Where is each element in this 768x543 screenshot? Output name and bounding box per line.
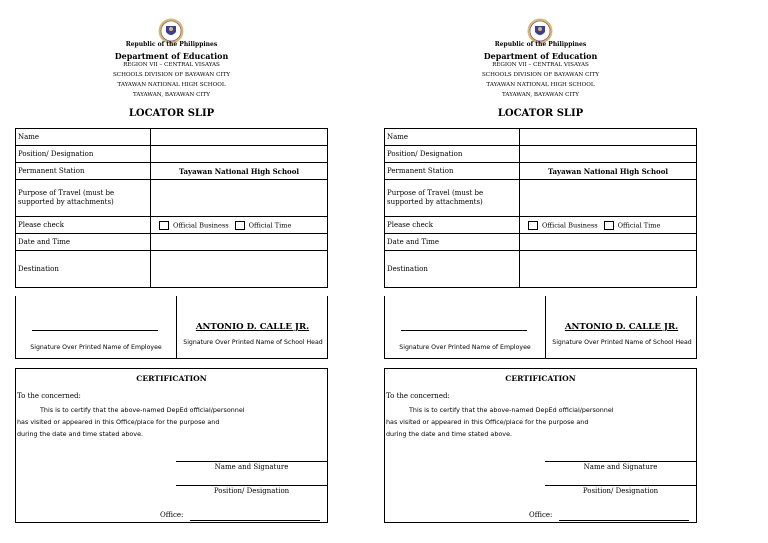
certification-salutation: To the concerned: [17,392,81,400]
row-name [16,129,328,146]
certification-line-3: during the date and time stated above. [386,430,513,438]
header-republic: Republic of the Philippines [494,41,587,48]
official-business-checkbox[interactable] [528,221,538,230]
school-head-name: ANTONIO D. CALLE JR. [195,322,310,332]
certification-line-3: during the date and time stated above. [17,430,144,438]
header-address: TAYAWAN, BAYAWAN CITY [501,92,579,98]
header-department: Department of Education [483,51,598,61]
purpose-label: Purpose of Travel (must be supported by attachments) [16,180,151,217]
school-head-name: ANTONIO D. CALLE JR. [564,322,679,332]
destination-label: Destination [16,251,151,288]
employee-signature-caption: Signature Over Printed Name of Employee [399,344,531,351]
position-field[interactable] [151,146,328,163]
certification-line-2: has visited or appeared in this Office/place for the purpose and [386,418,589,426]
official-business-checkbox[interactable] [159,221,169,230]
certifier-position-line[interactable] [176,485,327,486]
date-field[interactable] [151,234,328,251]
header-school: TAYAWAN NATIONAL HIGH SCHOOL [117,82,226,88]
office-label: Office: [529,511,553,519]
office-label: Office: [160,511,184,519]
office-line[interactable] [190,520,320,521]
position-label: Position/ Designation [385,146,520,163]
certifier-position-caption: Position/ Designation [582,487,659,495]
certifier-position-line[interactable] [545,485,696,486]
name-field[interactable] [151,129,328,146]
row-station [16,163,328,180]
date-label: Date and Time [16,234,151,251]
name-signature-line[interactable] [176,461,327,462]
header-department: Department of Education [114,51,229,61]
check-options [520,217,697,234]
official-time-checkbox[interactable] [604,221,614,230]
name-signature-caption: Name and Signature [583,463,658,471]
row-destination [385,251,697,288]
row-check [385,217,697,234]
name-field[interactable] [520,129,697,146]
header-region: REGION VII – CENTRAL VISAYAS [492,62,589,68]
official-business-label: Official Business [173,221,229,229]
destination-field[interactable] [151,251,328,288]
row-date [385,234,697,251]
station-value: Tayawan National High School [151,163,328,180]
destination-field[interactable] [520,251,697,288]
row-position [16,146,328,163]
office-line[interactable] [559,520,689,521]
destination-label: Destination [385,251,520,288]
official-time-label: Official Time [617,221,661,229]
locator-slip-right [384,0,697,543]
station-label: Permanent Station [385,163,520,180]
header-region: REGION VII – CENTRAL VISAYAS [123,62,220,68]
row-destination [16,251,328,288]
signature-box [384,296,697,359]
header-division: SCHOOLS DIVISION OF BAYAWAN CITY [481,72,600,78]
row-station [385,163,697,180]
certification-box [384,368,697,523]
locator-form-table [15,128,328,288]
date-field[interactable] [520,234,697,251]
locator-slip-left [15,0,328,543]
row-purpose [16,180,328,217]
row-name [385,129,697,146]
position-label: Position/ Designation [16,146,151,163]
official-time-label: Official Time [248,221,292,229]
station-value: Tayawan National High School [520,163,697,180]
certification-line-1: This is to certify that the above-named DepEd official/personnel [409,406,614,414]
check-options [151,217,328,234]
official-business-label: Official Business [542,221,598,229]
name-label: Name [16,129,151,146]
purpose-field[interactable] [151,180,328,217]
school-head-caption: Signature Over Printed Name of School Head [552,339,692,346]
certification-salutation: To the concerned: [386,392,450,400]
certification-line-2: has visited or appeared in this Office/place for the purpose and [17,418,220,426]
row-date [16,234,328,251]
form-title: LOCATOR SLIP [497,108,584,119]
signature-box [15,296,328,359]
check-label: Please check [16,217,151,234]
purpose-field[interactable] [520,180,697,217]
check-label: Please check [385,217,520,234]
certifier-position-caption: Position/ Designation [213,487,290,495]
date-label: Date and Time [385,234,520,251]
locator-form-table [384,128,697,288]
certification-box [15,368,328,523]
school-head-caption: Signature Over Printed Name of School Head [183,339,323,346]
row-purpose [385,180,697,217]
name-signature-caption: Name and Signature [214,463,289,471]
purpose-label: Purpose of Travel (must be supported by attachments) [385,180,520,217]
certification-body [17,404,317,440]
row-position [385,146,697,163]
position-field[interactable] [520,146,697,163]
employee-signature-line[interactable] [401,330,527,331]
name-label: Name [385,129,520,146]
official-time-checkbox[interactable] [235,221,245,230]
employee-signature-line[interactable] [32,330,158,331]
header-division: SCHOOLS DIVISION OF BAYAWAN CITY [112,72,231,78]
employee-signature-caption: Signature Over Printed Name of Employee [30,344,162,351]
header-school: TAYAWAN NATIONAL HIGH SCHOOL [486,82,595,88]
certification-body [386,404,686,440]
header-republic: Republic of the Philippines [125,41,218,48]
certification-line-1: This is to certify that the above-named DepEd official/personnel [40,406,245,414]
header-address: TAYAWAN, BAYAWAN CITY [132,92,210,98]
certification-title: CERTIFICATION [136,374,207,383]
form-title: LOCATOR SLIP [128,108,215,119]
station-label: Permanent Station [16,163,151,180]
certification-title: CERTIFICATION [505,374,576,383]
name-signature-line[interactable] [545,461,696,462]
row-check [16,217,328,234]
